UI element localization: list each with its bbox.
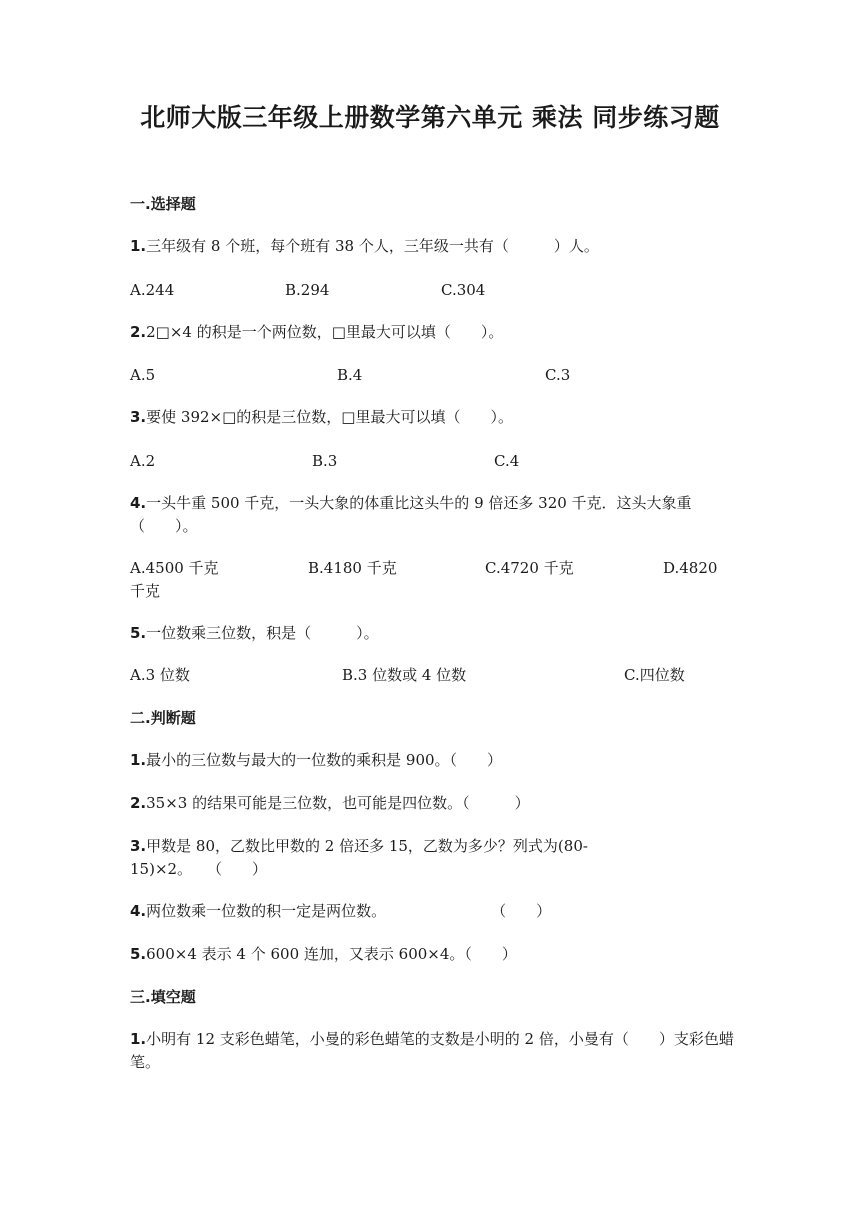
question-number: 2.	[130, 323, 147, 341]
section-heading-judgement: 二.判断题	[130, 709, 196, 727]
page-title: 北师大版三年级上册数学第六单元 乘法 同步练习题	[140, 103, 720, 132]
option-b: B.294	[285, 281, 330, 299]
option-a: A.3 位数	[130, 666, 190, 684]
question-number: 3.	[130, 837, 147, 855]
question-text: 甲数是 80，乙数比甲数的 2 倍还多 15，乙数为多少？列式为(80-	[146, 837, 588, 855]
option-b: B.3	[312, 452, 338, 470]
question-text: 35×3 的结果可能是三位数，也可能是四位数。（ ）	[146, 794, 530, 812]
question-number: 3.	[130, 408, 147, 426]
question-text-continued: 15)×2。 （ ）	[130, 860, 268, 878]
question-number: 1.	[130, 237, 147, 255]
question-1-2	[130, 321, 740, 344]
question-number: 4.	[130, 494, 147, 512]
question-2-2	[130, 792, 740, 815]
question-1-1	[130, 235, 740, 258]
question-1-4	[130, 492, 740, 538]
option-b: B.4180 千克	[308, 559, 397, 577]
question-number: 4.	[130, 902, 147, 920]
option-b: B.3 位数或 4 位数	[342, 666, 467, 684]
question-2-4	[130, 900, 740, 923]
option-d: D.4820	[663, 559, 718, 577]
question-number: 2.	[130, 794, 147, 812]
option-c: C.3	[545, 366, 571, 384]
question-number: 5.	[130, 624, 147, 642]
option-c: C.四位数	[624, 666, 685, 684]
option-d-continued: 千克	[130, 582, 161, 600]
question-number: 5.	[130, 945, 147, 963]
question-text: 600×4 表示 4 个 600 连加，又表示 600×4。（ ）	[146, 945, 517, 963]
question-text: 小明有 12 支彩色蜡笔，小曼的彩色蜡笔的支数是小明的 2 倍，小曼有（ ）支彩色蜡笔。	[130, 1030, 734, 1071]
option-a: A.244	[130, 281, 175, 299]
question-2-3	[130, 835, 740, 881]
option-a: A.4500 千克	[130, 559, 219, 577]
question-2-5	[130, 943, 740, 966]
option-b: B.4	[337, 366, 363, 384]
question-text: 要使 392×□的积是三位数，□里最大可以填（ ）。	[146, 408, 513, 426]
option-c: C.304	[441, 281, 486, 299]
option-a: A.5	[130, 366, 156, 384]
option-a: A.2	[130, 452, 156, 470]
question-1-5	[130, 622, 740, 645]
question-text: 三年级有 8 个班，每个班有 38 个人，三年级一共有（ ）人。	[146, 237, 599, 255]
question-1-3	[130, 406, 740, 429]
question-text: 一位数乘三位数，积是（ ）。	[146, 624, 379, 642]
option-c: C.4720 千克	[485, 559, 574, 577]
section-heading-choice: 一.选择题	[130, 195, 196, 213]
question-text: 两位数乘一位数的积一定是两位数。 （ ）	[146, 902, 552, 920]
question-text: 一头牛重 500 千克，一头大象的体重比这头牛的 9 倍还多 320 千克．这头大象重（ ）。	[130, 494, 692, 535]
option-c: C.4	[494, 452, 520, 470]
question-number: 1.	[130, 1030, 147, 1048]
question-number: 1.	[130, 751, 147, 769]
question-2-1	[130, 749, 740, 772]
question-text: 最小的三位数与最大的一位数的乘积是 900。（ ）	[146, 751, 503, 769]
question-text: 2□×4 的积是一个两位数，□里最大可以填（ ）。	[146, 323, 504, 341]
section-heading-fill-in: 三.填空题	[130, 988, 196, 1006]
question-3-1	[130, 1028, 740, 1074]
